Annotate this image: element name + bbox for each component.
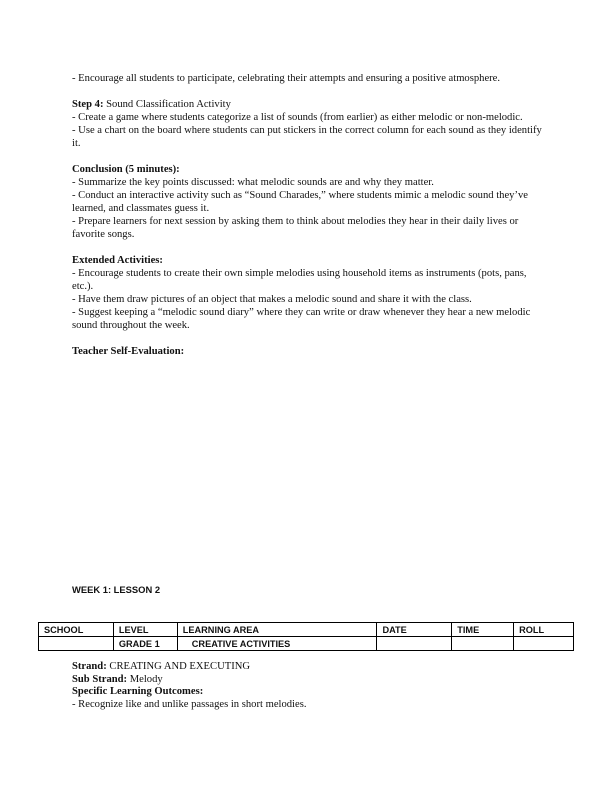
week-lesson-title: WEEK 1: LESSON 2 [72,584,161,595]
strand-line: Strand: CREATING AND EXECUTING [72,661,251,672]
learning-outcome-item: - Recognize like and unlike passages in short melodies. [72,698,307,710]
table-header-row [39,623,574,637]
header-level: LEVEL [113,623,177,637]
header-time: TIME [452,623,514,637]
strand-section [72,661,552,711]
lesson-info-table [38,622,574,651]
cell-roll [514,637,574,651]
header-learning-area: LEARNING AREA [177,623,377,637]
table-row [39,637,574,651]
step-4-item: - Create a game where students categorize a list of sounds (from earlier) as either melodic or non-melodic. [72,112,523,123]
extended-activity-item: - Have them draw pictures of an object that makes a melodic sound and share it with the class. [72,294,472,305]
conclusion-item: - Prepare learners for next session by asking them to think about melodies they hear in their daily lives or favorite songs. [72,216,519,240]
step-4-label: Step 4: [72,99,104,110]
step-4-title: Sound Classification Activity [103,99,231,110]
extended-activity-item: - Suggest keeping a “melodic sound diary” where they can write or draw whenever they hear a new melodic sound throughout the week. [72,307,531,331]
extended-activities-heading: Extended Activities: [72,255,163,266]
step-4-heading [72,98,544,111]
conclusion-item: - Conduct an interactive activity such as “Sound Charades,” where students mimic a melodic sound they’ve learned, and classmates guess it. [72,190,528,214]
cell-learning-area: CREATIVE ACTIVITIES [177,637,377,651]
sub-strand-line: Sub Strand: Melody [72,673,163,685]
cell-school [39,637,114,651]
header-school: SCHOOL [39,623,114,637]
cell-level: GRADE 1 [113,637,177,651]
intro-paragraph: - Encourage all students to participate, celebrating their attempts and ensuring a positive atmosphere. [72,73,501,84]
cell-time [452,637,514,651]
learning-outcomes-heading: Specific Learning Outcomes: [72,686,204,697]
header-roll: ROLL [514,623,574,637]
header-date: DATE [377,623,452,637]
teacher-self-evaluation-heading: Teacher Self-Evaluation: [72,346,185,357]
conclusion-item: - Summarize the key points discussed: what melodic sounds are and why they matter. [72,177,434,188]
extended-activity-item: - Encourage students to create their own simple melodies using household items as instruments (pots, pans, etc.). [72,268,527,292]
conclusion-heading: Conclusion (5 minutes): [72,164,180,175]
cell-date [377,637,452,651]
lesson-body [72,72,544,358]
step-4-item: - Use a chart on the board where students can put stickers in the correct column for each sound as they identify it. [72,125,542,149]
